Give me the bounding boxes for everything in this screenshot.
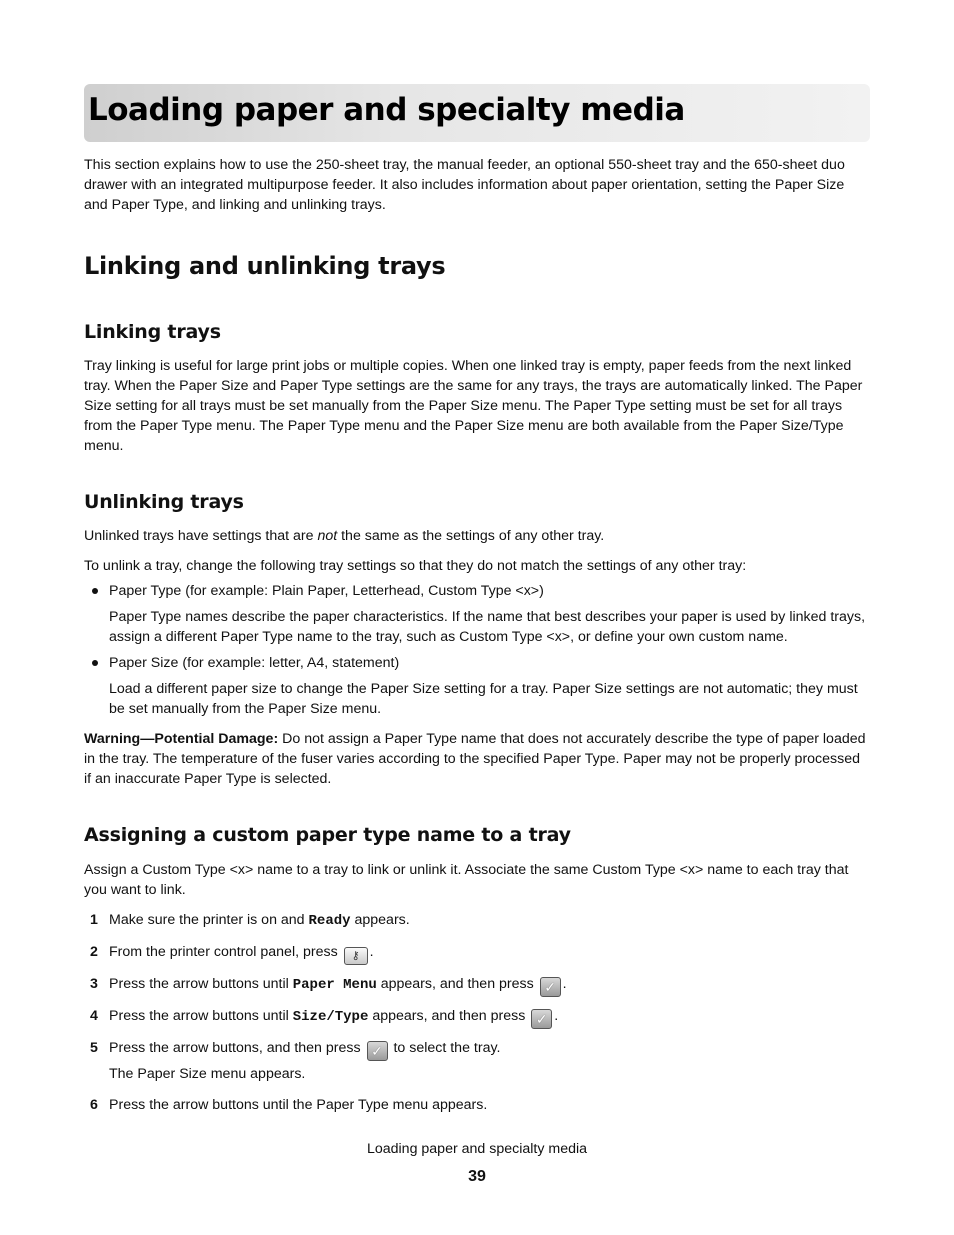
custom-type-paragraph: Assign a Custom Type <x> name to a tray to link or unlink it. Associate the same Custom Type <x> name to each tray that you want to link. [84,862,849,898]
step-item: 5 Press the arrow buttons, and then press ✓ to select the tray. [90,1040,501,1059]
checkmark-icon: ✓ [367,1041,388,1061]
checkmark-icon: ✓ [540,977,561,997]
step-item: 1 Make sure the printer is on and Ready appears. [90,912,410,929]
unlinking-paragraph-1: Unlinked trays have settings that are not the same as the settings of any other tray. [84,528,605,544]
step-item: 2 From the printer control panel, press ⚷ . [84,942,870,965]
bullet-icon [92,660,98,666]
intro-paragraph: This section explains how to use the 250-sheet tray, the manual feeder, an optional 550-sheet tray and the 650-sheet duo drawer with an integrated multipurpose feeder. It also includes information about paper orientation, setting the Paper Size and Paper Type, and linking and unlinking trays. [84,157,845,213]
footer-title: Loading paper and specialty media [366,1141,588,1157]
unlinking-trays-heading: Unlinking trays [84,491,244,513]
custom-type-heading: Assigning a custom paper type name to a tray [84,824,571,846]
warning-note: Warning—Potential Damage: Do not assign a Paper Type name that does not accurately describe the type of paper loaded in the tray. The temperature of the fuser varies according to the specified Paper Type. Paper may not be properly processed if an inaccurate Paper Type is selected. [84,731,866,787]
bullet-detail: Paper Type names describe the paper characteristics. If the name that best describes your paper is used by linked trays, assign a different Paper Type name to the tray, such as Custom Type <x>, or define your own custom name. [109,609,866,645]
bullet-detail: Load a different paper size to change the Paper Size setting for a tray. Paper Size settings are not automatic; they must be set manually from the Paper Size menu. [109,681,858,717]
section-title: Linking and unlinking trays [84,252,446,280]
step-number: 4 [90,1008,98,1024]
unlinking-paragraph-2: To unlink a tray, change the following tray settings so that they do not match the settings of any other tray: [84,558,747,574]
step-item: 6 Press the arrow buttons until the Paper Type menu appears. [90,1097,488,1113]
bullet-text: Paper Size (for example: letter, A4, statement) [109,655,400,671]
step-item: 4 Press the arrow buttons until Size/Type appears, and then press ✓ . [90,1008,559,1027]
bullet-icon [92,588,98,594]
step-item: 3 Press the arrow buttons until Paper Menu appears, and then press ✓ . [90,976,567,995]
step-number: 3 [90,976,98,992]
step-note: The Paper Size menu appears. [109,1066,306,1082]
step-number: 2 [90,944,98,960]
linking-trays-paragraph: Tray linking is useful for large print jobs or multiple copies. When one linked tray is empty, paper feeds from the next linked tray. When the Paper Size and Paper Type settings are the same for any trays, the trays are automatically linked. The Paper Size setting for all trays must be set manually from the Paper Size menu. The Paper Type setting must be set for all trays from the Paper Type menu. The Paper Type menu and the Paper Size menu are both available from the Paper Size/Type menu. [84,358,863,454]
step-number: 5 [90,1040,98,1056]
step-number: 6 [90,1097,98,1113]
list-item [84,581,870,601]
key-icon: ⚷ [344,947,368,965]
chapter-title: Loading paper and specialty media [88,92,685,128]
linking-trays-heading: Linking trays [84,321,221,343]
list-item [84,653,870,673]
bullet-text: Paper Type (for example: Plain Paper, Letterhead, Custom Type <x>) [109,583,544,599]
step-number: 1 [90,912,98,928]
checkmark-icon: ✓ [531,1009,552,1029]
page-number: 39 [468,1168,486,1185]
